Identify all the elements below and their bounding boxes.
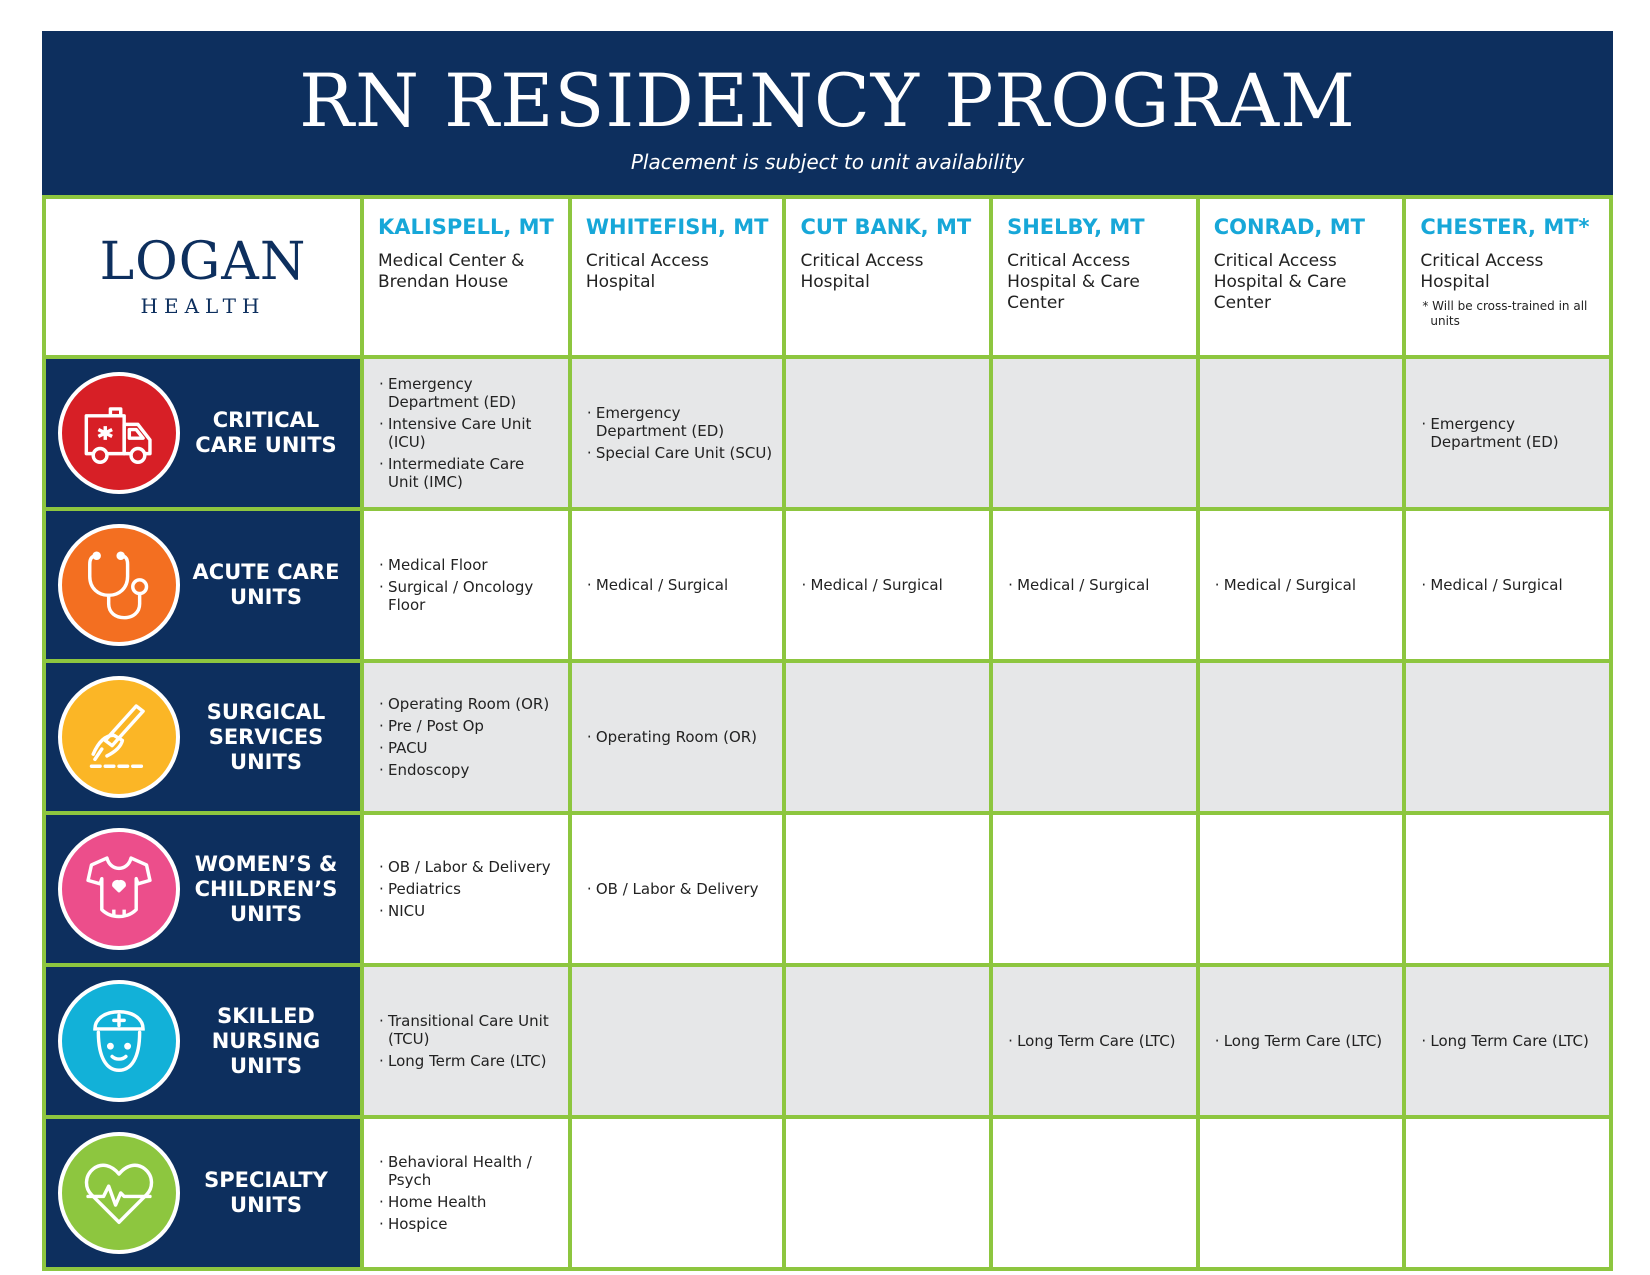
location-name: CHESTER, MT* [1420, 215, 1590, 239]
unit-cell [572, 1119, 783, 1267]
unit-cell [1200, 511, 1403, 659]
unit-cell [572, 359, 783, 507]
logan-health-logo [46, 199, 360, 355]
unit-list [1420, 411, 1599, 455]
unit-item: · Pediatrics [378, 880, 558, 898]
unit-cell [786, 511, 989, 659]
location-name: SHELBY, MT [1007, 215, 1145, 239]
unit-cell [993, 359, 1196, 507]
category-label: CRITICAL CARE UNITS [195, 408, 337, 457]
scalpel-hand-icon [58, 676, 180, 798]
category-label: SURGICAL SERVICES UNITS [206, 699, 326, 774]
unit-cell [364, 815, 568, 963]
location-header [786, 199, 989, 355]
unit-cell [1200, 815, 1403, 963]
unit-cell [364, 511, 568, 659]
unit-cell [572, 967, 783, 1115]
unit-cell [786, 967, 989, 1115]
unit-list [800, 572, 979, 598]
program-sheet [42, 31, 1613, 1271]
unit-item: · Long Term Care (LTC) [1007, 1032, 1186, 1050]
unit-cell [786, 1119, 989, 1267]
logo-subtext: HEALTH [140, 294, 266, 318]
unit-list [378, 1008, 558, 1074]
category-row-header [46, 511, 360, 659]
category-row-header [46, 967, 360, 1115]
ambulance-icon [58, 372, 180, 494]
title-banner [42, 31, 1613, 195]
unit-cell [993, 967, 1196, 1115]
unit-list [1007, 1028, 1186, 1054]
location-name: WHITEFISH, MT [585, 215, 769, 239]
unit-item: · Emergency Department (ED) [378, 375, 558, 411]
unit-cell [1406, 511, 1609, 659]
unit-list [586, 876, 773, 902]
unit-item: · Endoscopy [378, 761, 558, 779]
unit-list [1214, 1028, 1393, 1054]
heart-pulse-icon [58, 1132, 180, 1254]
unit-item: · Long Term Care (LTC) [1214, 1032, 1393, 1050]
unit-item: · Medical / Surgical [586, 576, 773, 594]
category-row-header [46, 663, 360, 811]
location-type: Critical Access Hospital [800, 251, 924, 292]
unit-item: · Transitional Care Unit (TCU) [378, 1012, 558, 1048]
unit-item: · Medical / Surgical [800, 576, 979, 594]
unit-cell [572, 511, 783, 659]
location-footnote: * Will be cross-trained in all units [1422, 299, 1588, 328]
unit-cell [1406, 1119, 1609, 1267]
unit-item: · PACU [378, 739, 558, 757]
unit-item: · Medical / Surgical [1420, 576, 1599, 594]
unit-item: · Medical / Surgical [1007, 576, 1186, 594]
unit-item: · Home Health [378, 1193, 558, 1211]
baby-onesie-icon [58, 828, 180, 950]
location-type: Medical Center & Brendan House [378, 251, 525, 292]
unit-list [378, 691, 558, 783]
unit-cell [1200, 967, 1403, 1115]
location-name: KALISPELL, MT [378, 215, 554, 239]
unit-cell [786, 815, 989, 963]
category-label: WOMEN’S & CHILDREN’S UNITS [194, 851, 338, 926]
logo-wordmark: LOGAN [99, 232, 307, 292]
unit-list [1420, 1028, 1599, 1054]
unit-cell [572, 663, 783, 811]
unit-cell [1406, 967, 1609, 1115]
unit-item: · NICU [378, 902, 558, 920]
unit-list [586, 724, 773, 750]
unit-list [586, 572, 773, 598]
placement-table [42, 195, 1613, 1271]
unit-cell [993, 1119, 1196, 1267]
unit-item: · Pre / Post Op [378, 717, 558, 735]
location-name: CUT BANK, MT [800, 215, 972, 239]
unit-item: · Emergency Department (ED) [586, 404, 773, 440]
unit-item: · Special Care Unit (SCU) [586, 444, 773, 462]
location-header [1200, 199, 1403, 355]
nurse-icon [58, 980, 180, 1102]
unit-item: · Behavioral Health / Psych [378, 1153, 558, 1189]
unit-item: · Operating Room (OR) [586, 728, 773, 746]
unit-list [586, 400, 773, 466]
unit-list [1214, 572, 1393, 598]
location-type: Critical Access Hospital & Care Center [1213, 251, 1347, 313]
unit-cell [993, 815, 1196, 963]
page-subtitle: Placement is subject to unit availability [630, 150, 1025, 174]
unit-cell [1200, 359, 1403, 507]
unit-cell [364, 359, 568, 507]
unit-cell [1406, 359, 1609, 507]
location-type: Critical Access Hospital & Care Center [1007, 251, 1140, 313]
category-row-header [46, 1119, 360, 1267]
category-row-header [46, 359, 360, 507]
unit-list [1007, 572, 1186, 598]
unit-item: · Medical Floor [378, 556, 558, 574]
unit-item: · OB / Labor & Delivery [378, 858, 558, 876]
unit-cell [1200, 1119, 1403, 1267]
category-row-header [46, 815, 360, 963]
location-type: Critical Access Hospital [1420, 251, 1544, 292]
stethoscope-icon [58, 524, 180, 646]
category-label: ACUTE CARE UNITS [192, 560, 340, 609]
unit-list [1420, 572, 1599, 598]
unit-list [378, 552, 558, 618]
unit-item: · Long Term Care (LTC) [1420, 1032, 1599, 1050]
unit-item: · Intensive Care Unit (ICU) [378, 415, 558, 451]
unit-item: · Hospice [378, 1215, 558, 1233]
unit-item: · Medical / Surgical [1214, 576, 1393, 594]
unit-item: · Operating Room (OR) [378, 695, 558, 713]
unit-item: · Long Term Care (LTC) [378, 1052, 558, 1070]
unit-item: · Intermediate Care Unit (IMC) [378, 455, 558, 491]
unit-list [378, 854, 558, 924]
location-header [572, 199, 783, 355]
unit-cell [786, 359, 989, 507]
location-header [364, 199, 568, 355]
unit-cell [364, 663, 568, 811]
unit-cell [364, 1119, 568, 1267]
page-title: RN RESIDENCY PROGRAM [299, 59, 1356, 144]
category-label: SKILLED NURSING UNITS [211, 1003, 321, 1078]
unit-list [378, 371, 558, 495]
location-header [1406, 199, 1609, 355]
unit-cell [993, 511, 1196, 659]
location-name: CONRAD, MT [1213, 215, 1365, 239]
unit-cell [786, 663, 989, 811]
unit-cell [993, 663, 1196, 811]
unit-item: · Surgical / Oncology Floor [378, 578, 558, 614]
unit-item: · Emergency Department (ED) [1420, 415, 1599, 451]
unit-cell [364, 967, 568, 1115]
location-type: Critical Access Hospital [585, 251, 709, 292]
unit-item: · OB / Labor & Delivery [586, 880, 773, 898]
unit-cell [1200, 663, 1403, 811]
unit-cell [572, 815, 783, 963]
unit-cell [1406, 663, 1609, 811]
category-label: SPECIALTY UNITS [204, 1168, 328, 1217]
unit-list [378, 1149, 558, 1237]
location-header [993, 199, 1196, 355]
unit-cell [1406, 815, 1609, 963]
